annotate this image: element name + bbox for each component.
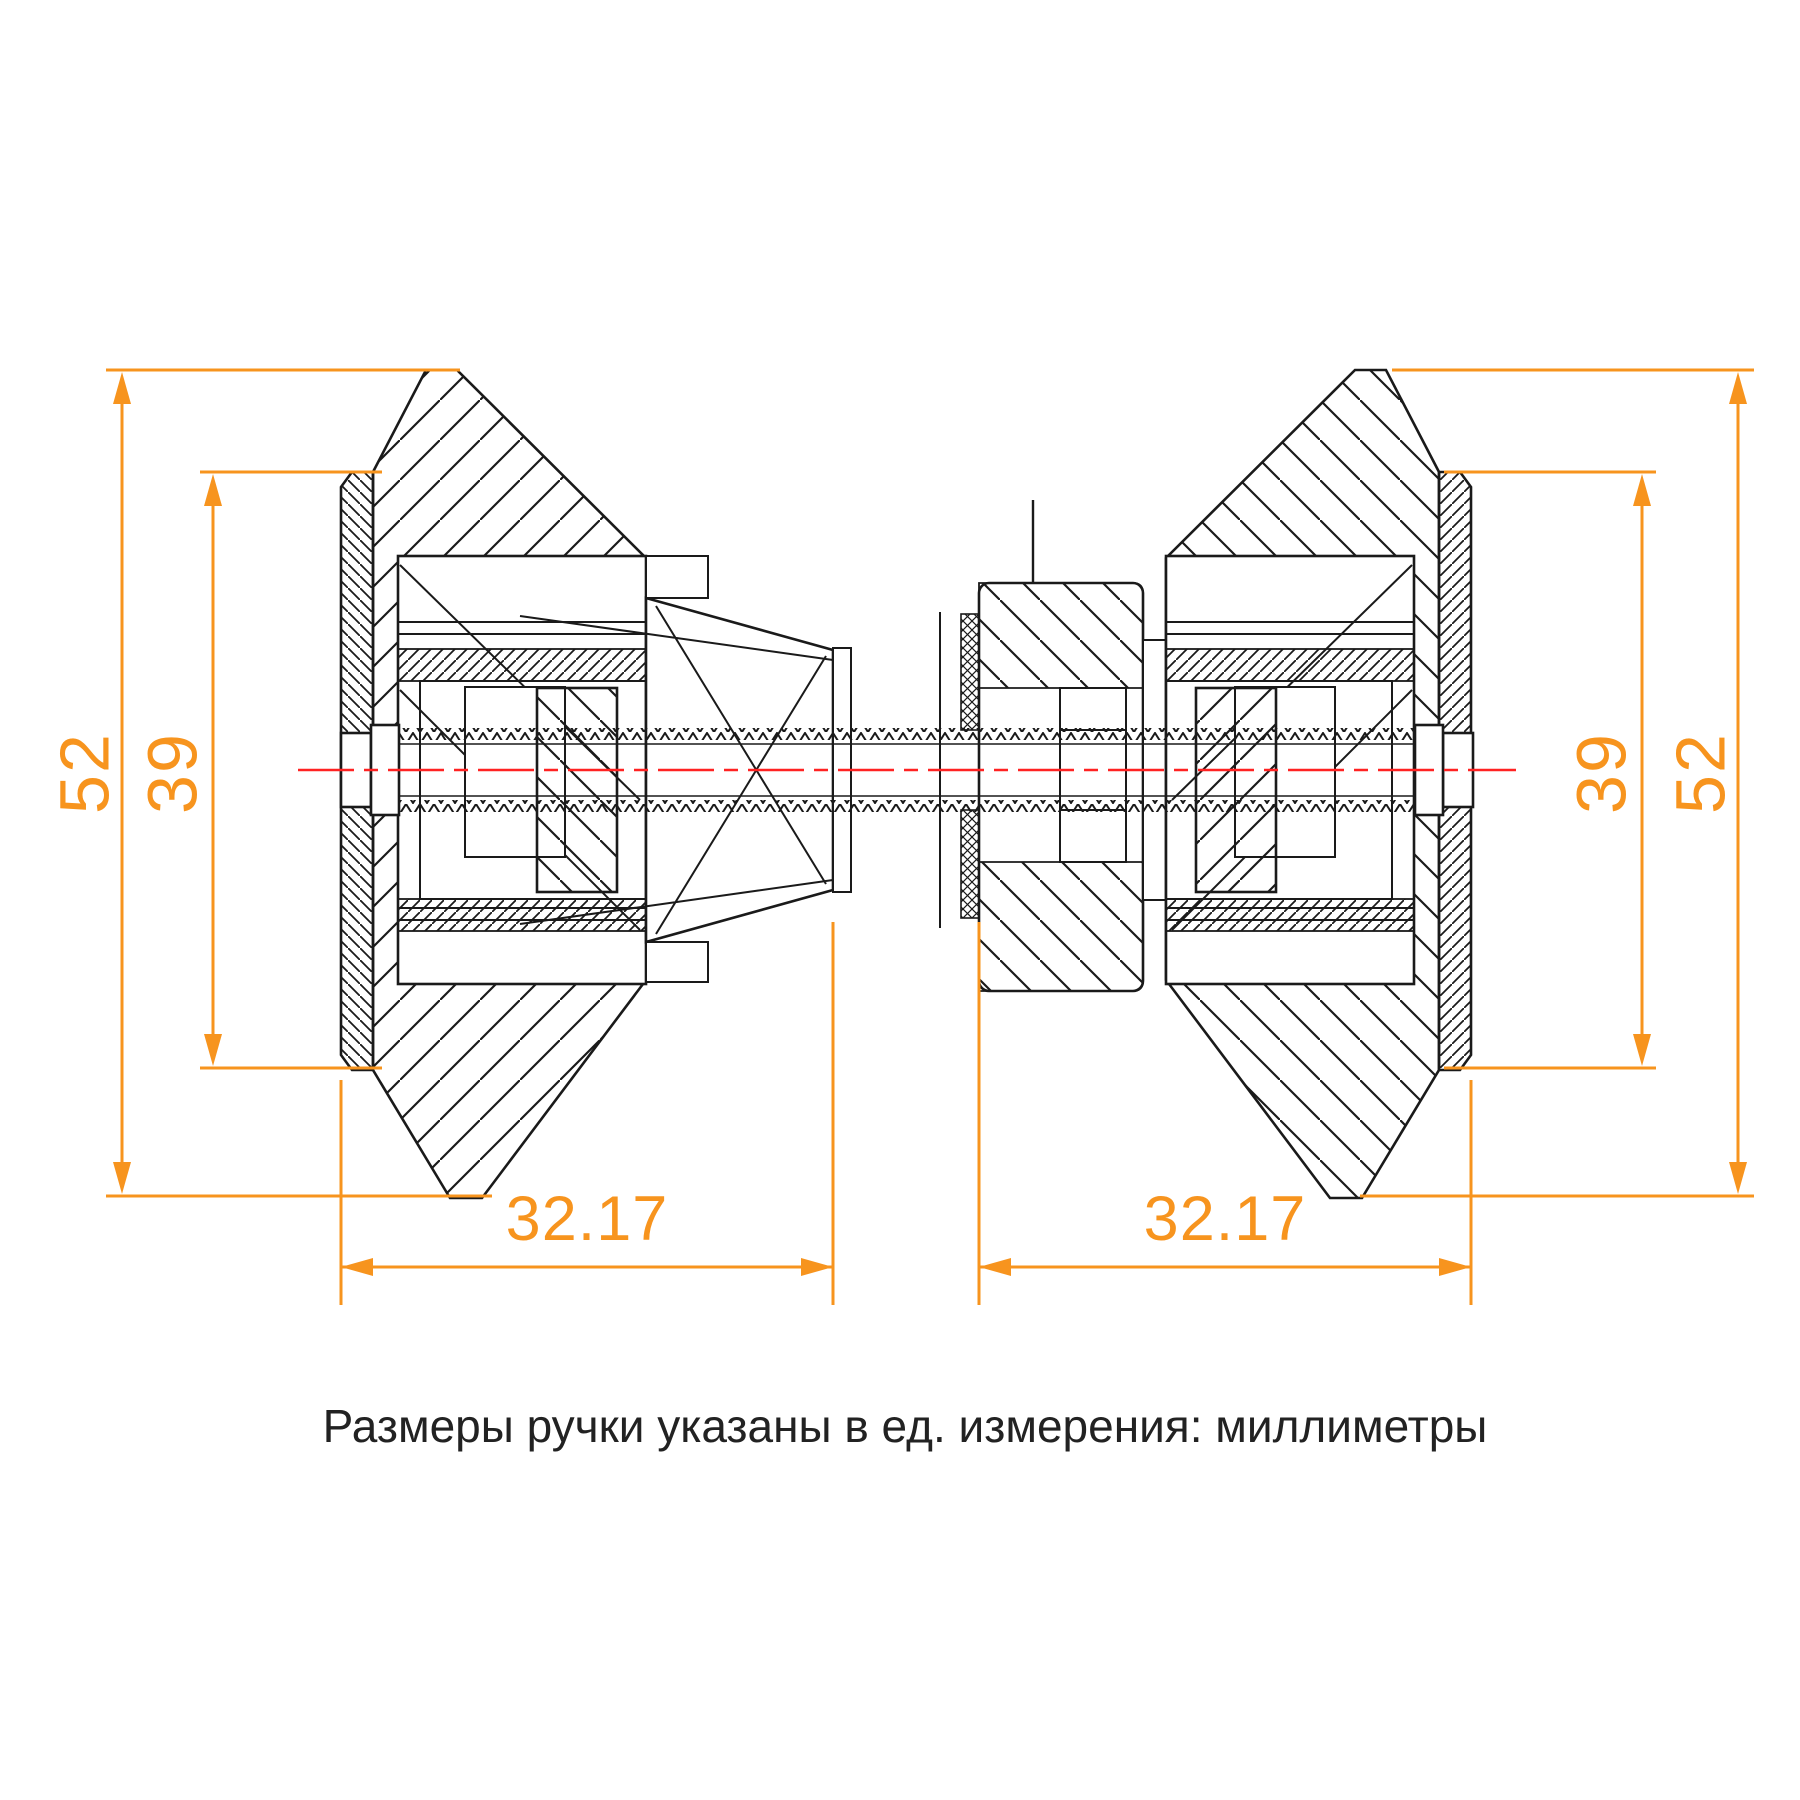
arrow-up-icon — [1633, 474, 1651, 506]
arrow-down-icon — [1729, 1162, 1747, 1194]
left-cup-wall-bottom — [398, 899, 646, 931]
arrow-up-icon — [113, 372, 131, 404]
dim-label-32-left: 32.17 — [505, 1184, 669, 1254]
dim-label-52-right: 52 — [1661, 732, 1740, 814]
left-step-bottom — [646, 942, 708, 982]
latch-nut — [1060, 688, 1126, 862]
dim-label-39-right: 39 — [1562, 732, 1641, 814]
arrow-down-icon — [1633, 1034, 1651, 1066]
gasket-bottom — [961, 810, 979, 918]
right-cup-wall-bottom — [1166, 899, 1414, 931]
arrow-right-icon — [1439, 1258, 1471, 1276]
arrow-up-icon — [204, 474, 222, 506]
arrow-right-icon — [801, 1258, 833, 1276]
left-nut — [537, 688, 617, 892]
latch-hatch-top — [979, 583, 1143, 688]
arrow-up-icon — [1729, 372, 1747, 404]
left-step-top — [646, 556, 708, 598]
arrow-down-icon — [204, 1034, 222, 1066]
arrow-down-icon — [113, 1162, 131, 1194]
latch-hatch-bottom — [979, 862, 1143, 991]
rod-thread-top — [400, 728, 1414, 740]
units-note: Размеры ручки указаны в ед. измерения: миллиметры — [322, 1400, 1488, 1452]
right-cup-wall-top — [1166, 649, 1414, 681]
arrow-left-icon — [341, 1258, 373, 1276]
right-knob-section — [1166, 370, 1473, 1198]
center-assembly — [940, 500, 1166, 991]
arrow-left-icon — [979, 1258, 1011, 1276]
left-cup-wall-top — [398, 649, 646, 681]
dim-label-39-left: 39 — [133, 732, 212, 814]
rod-thread-bottom — [400, 800, 1414, 812]
gasket-top — [961, 614, 979, 730]
right-nut — [1196, 688, 1276, 892]
left-knob-section — [341, 370, 851, 1198]
dim-label-52-left: 52 — [45, 732, 124, 814]
dim-label-32-right: 32.17 — [1143, 1184, 1307, 1254]
